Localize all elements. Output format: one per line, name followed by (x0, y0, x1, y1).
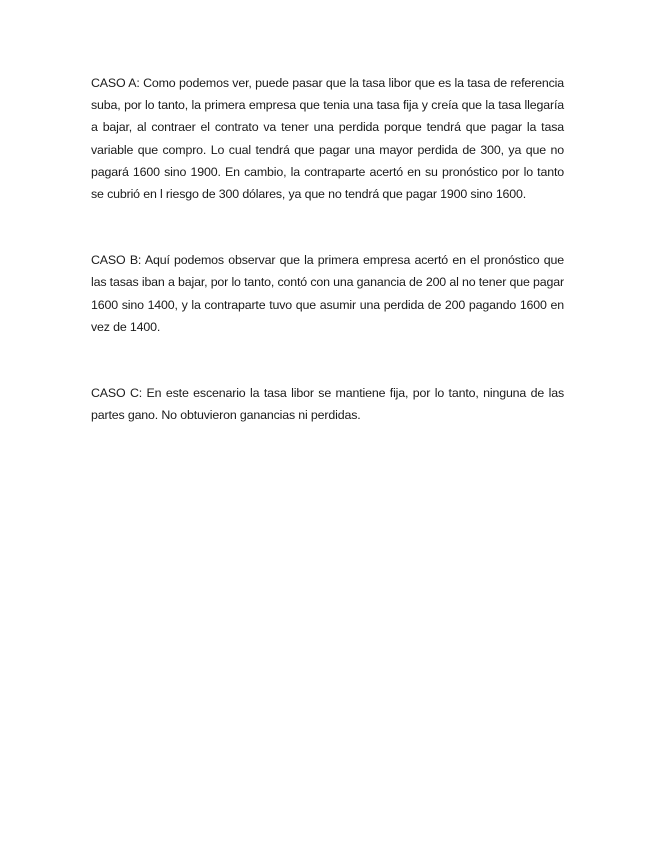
paragraph-caso-c: CASO C: En este escenario la tasa libor se mantiene fija, por lo tanto, ninguna de las partes gano. No obtuvieron ganancias ni perdidas. (91, 386, 564, 423)
paragraph-caso-b: CASO B: Aquí podemos observar que la primera empresa acertó en el pronóstico que las tasas iban a bajar, por lo tanto, contó con una ganancia de 200 al no tener que pagar 1600 sino 1400, y la contraparte tuvo que asumir una perdida de 200 pagando 1600 en vez de 1400. (91, 253, 564, 334)
document-body (91, 72, 564, 426)
paragraph-caso-a: CASO A: Como podemos ver, puede pasar que la tasa libor que es la tasa de referencia suba, por lo tanto, la primera empresa que tenia una tasa fija y creía que la tasa llegaría a bajar, al contraer el contrato va tener una perdida porque tendrá que pagar la tasa variable que compro. Lo cual tendrá que pagar una mayor perdida de 300, ya que no pagará 1600 sino 1900. En cambio, la contraparte acertó en su pronóstico por lo tanto se cubrió en l riesgo de 300 dólares, ya que no tendrá que pagar 1900 sino 1600. (91, 76, 564, 202)
